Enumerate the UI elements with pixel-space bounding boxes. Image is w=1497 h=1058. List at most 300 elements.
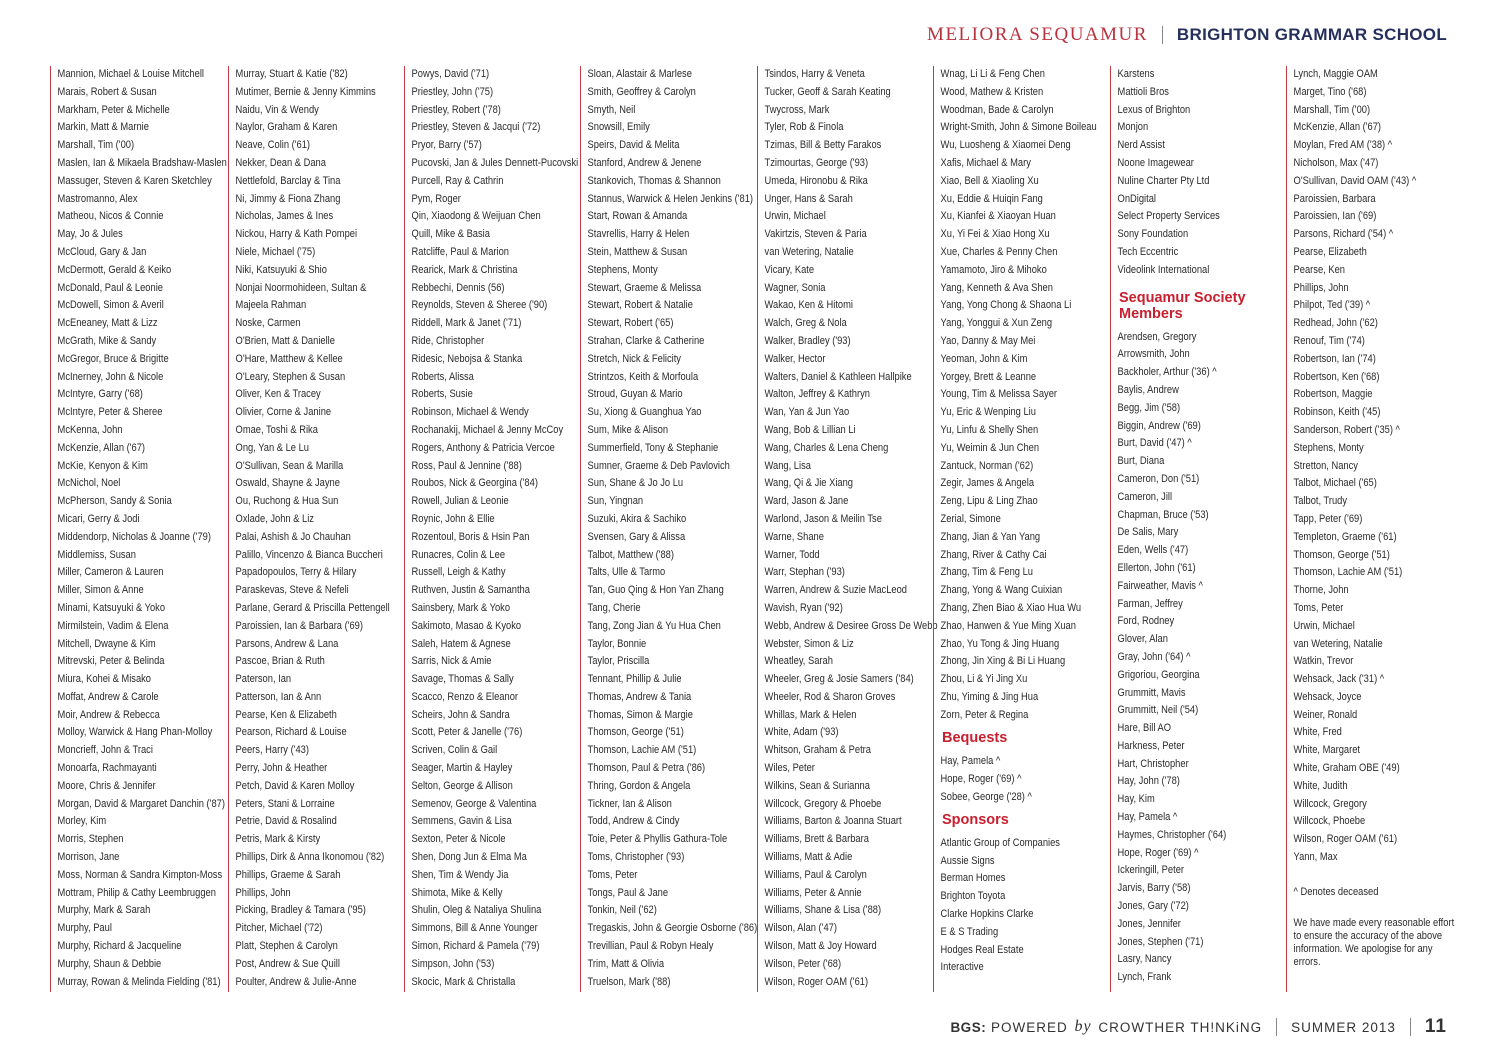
- list-item: Sony Foundation: [1117, 228, 1189, 241]
- list-item: Nicholson, Max ('47): [1293, 156, 1379, 169]
- list-item: Wood, Mathew & Kristen: [940, 85, 1044, 98]
- list-item: Wang, Lisa: [764, 459, 811, 472]
- footer-issue: SUMMER 2013: [1291, 1019, 1396, 1035]
- list-item: Hart, Christopher: [1117, 757, 1189, 770]
- list-item: Simmons, Bill & Anne Younger: [411, 922, 538, 935]
- list-item: Palillo, Vincenzo & Bianca Buccheri: [235, 548, 383, 561]
- list-item: McInerney, John & Nicole: [57, 370, 164, 383]
- list-item: Yamamoto, Jiro & Mihoko: [940, 263, 1047, 276]
- list-item: Zhao, Yu Tong & Jing Huang: [940, 637, 1060, 650]
- list-item: Rochanakij, Michael & Jenny McCoy: [411, 423, 564, 436]
- list-item: Wright-Smith, John & Simone Boileau: [940, 121, 1097, 134]
- list-item: Xu, Eddie & Huiqin Fang: [940, 192, 1043, 205]
- list-item: Renouf, Tim ('74): [1293, 334, 1365, 347]
- list-item: Parsons, Andrew & Lana: [235, 637, 339, 650]
- list-item: Watkin, Trevor: [1293, 655, 1354, 668]
- list-item: van Wetering, Natalie: [764, 245, 854, 258]
- list-item: Smyth, Neil: [587, 103, 636, 116]
- list-item: Thomson, Lachie AM ('51): [587, 744, 697, 757]
- list-item: Zhang, River & Cathy Cai: [940, 548, 1047, 561]
- footer-company: CROWTHER TH!NKiNG: [1098, 1019, 1263, 1035]
- list-item: Parlane, Gerard & Priscilla Pettengell: [235, 601, 390, 614]
- list-item: Qin, Xiaodong & Weijuan Chen: [411, 210, 541, 223]
- list-item: Tonkin, Neil ('62): [587, 904, 657, 917]
- list-item: Woodman, Bade & Carolyn: [940, 103, 1054, 116]
- list-item: O'Brien, Matt & Danielle: [235, 334, 335, 347]
- list-item: Nekker, Dean & Dana: [235, 156, 326, 169]
- list-item: Paroissien, Ian ('69): [1293, 210, 1377, 223]
- list-item: Nettlefold, Barclay & Tina: [235, 174, 341, 187]
- list-item: Yorgey, Brett & Leanne: [940, 370, 1037, 383]
- section-heading: Sequamur Society Members: [1119, 289, 1246, 323]
- name-column: [1286, 66, 1459, 992]
- list-item: Williams, Shane & Lisa ('88): [764, 904, 882, 917]
- school-motto: MELIORA SEQUAMUR: [927, 24, 1148, 45]
- list-item: Summerfield, Tony & Stephanie: [587, 441, 719, 454]
- list-item: De Salis, Mary: [1117, 526, 1179, 539]
- list-item: Omae, Toshi & Rika: [235, 423, 318, 436]
- list-item: Massuger, Steven & Karen Sketchley: [57, 174, 212, 187]
- list-item: Grigoriou, Georgina: [1117, 668, 1200, 681]
- list-item: Quill, Mike & Basia: [411, 228, 490, 241]
- list-item: Wu, Luosheng & Xiaomei Deng: [940, 139, 1071, 152]
- list-item: Rogers, Anthony & Patricia Vercoe: [411, 441, 555, 454]
- list-item: Robertson, Ken ('68): [1293, 370, 1380, 383]
- list-item: Patterson, Ian & Ann: [235, 690, 322, 703]
- list-item: Sun, Yingnan: [587, 495, 644, 508]
- list-item: Murray, Stuart & Katie ('82): [235, 68, 348, 80]
- list-item: Hay, Kim: [1117, 793, 1155, 806]
- list-item: Tzimas, Bill & Betty Farakos: [764, 139, 882, 152]
- list-item: Tang, Cherie: [587, 601, 641, 614]
- list-item: Berman Homes: [940, 872, 1006, 885]
- list-item: Ruthven, Justin & Samantha: [411, 584, 530, 597]
- list-item: Robertson, Ian ('74): [1293, 352, 1376, 365]
- list-item: Yann, Max: [1293, 851, 1338, 864]
- list-item: Oswald, Shayne & Jayne: [235, 477, 340, 490]
- page-number: 11: [1424, 1016, 1447, 1037]
- list-item: Talts, Ulle & Tarmo: [587, 566, 666, 579]
- list-item: Sakimoto, Masao & Kyoko: [411, 619, 522, 632]
- list-item: Walker, Bradley ('93): [764, 334, 851, 347]
- list-item: Simpson, John ('53): [411, 957, 495, 970]
- list-item: Rebbechi, Dennis (56): [411, 281, 505, 294]
- list-item: Petris, Mark & Kirsty: [235, 833, 321, 846]
- list-item: Wilson, Peter ('68): [764, 957, 842, 970]
- name-column: [50, 66, 227, 992]
- list-item: Stroud, Guyan & Mario: [587, 388, 683, 401]
- list-item: Toms, Peter: [587, 868, 638, 881]
- list-item: Tang, Zong Jian & Yu Hua Chen: [587, 619, 721, 632]
- list-item: Interactive: [940, 961, 984, 974]
- list-item: Murphy, Shaun & Debbie: [57, 957, 162, 970]
- list-item: Webster, Simon & Liz: [764, 637, 854, 650]
- list-item: Stewart, Graeme & Melissa: [587, 281, 702, 294]
- list-item: Minami, Katsuyuki & Yoko: [57, 601, 166, 614]
- list-item: Nickou, Harry & Kath Pompei: [235, 228, 358, 241]
- list-item: McKenna, John: [57, 423, 123, 436]
- list-item: Backholer, Arthur ('36) ^: [1117, 366, 1217, 379]
- list-item: Strahan, Clarke & Catherine: [587, 334, 705, 347]
- list-item: Neave, Colin ('61): [235, 139, 311, 152]
- deceased-legend: ^ Denotes deceased: [1293, 885, 1379, 898]
- list-item: Umeda, Hironobu & Rika: [764, 174, 868, 187]
- list-item: Burt, David ('47) ^: [1117, 437, 1192, 450]
- list-item: Monjon: [1117, 121, 1149, 134]
- list-item: Biggin, Andrew ('69): [1117, 419, 1201, 432]
- list-item: Hare, Bill AO: [1117, 722, 1172, 735]
- list-item: Miura, Kohei & Misako: [57, 673, 152, 686]
- list-item: Stein, Matthew & Susan: [587, 245, 688, 258]
- list-item: Start, Rowan & Amanda: [587, 210, 688, 223]
- list-item: Olivier, Corne & Janine: [235, 406, 332, 419]
- list-item: Moir, Andrew & Rebecca: [57, 708, 160, 721]
- list-item: Scacco, Renzo & Eleanor: [411, 690, 518, 703]
- name-column: [1110, 66, 1283, 992]
- list-item: McPherson, Sandy & Sonia: [57, 495, 172, 508]
- list-item: Zhang, Zhen Biao & Xiao Hua Wu: [940, 601, 1082, 614]
- list-item: White, Margaret: [1293, 744, 1361, 757]
- list-item: Begg, Jim ('58): [1117, 401, 1181, 414]
- list-item: Moore, Chris & Jennifer: [57, 779, 156, 792]
- list-item: Thomas, Simon & Margie: [587, 708, 693, 721]
- list-item: Wilson, Alan ('47): [764, 922, 837, 935]
- list-item: Tapp, Peter ('69): [1293, 512, 1363, 525]
- divider: [1410, 1018, 1411, 1036]
- list-item: Toms, Christopher ('93): [587, 851, 685, 864]
- list-item: Jones, Gary ('72): [1117, 900, 1189, 913]
- list-item: Mannion, Michael & Louise Mitchell: [57, 68, 204, 80]
- list-item: Williams, Peter & Annie: [764, 886, 862, 899]
- list-item: Naidu, Vin & Wendy: [235, 103, 319, 116]
- list-item: McGrath, Mike & Sandy: [57, 334, 157, 347]
- list-item: Warner, Todd: [764, 548, 820, 561]
- list-item: Zhou, Li & Yi Jing Xu: [940, 673, 1028, 686]
- list-item: Petch, David & Karen Molloy: [235, 779, 355, 792]
- list-item: Baylis, Andrew: [1117, 383, 1179, 396]
- list-item: Xu, Kianfei & Xiaoyan Huan: [940, 210, 1056, 223]
- list-item: Ward, Jason & Jane: [764, 495, 849, 508]
- list-item: Niki, Katsuyuki & Shio: [235, 263, 327, 276]
- list-item: Select Property Services: [1117, 210, 1220, 223]
- list-item: Talbot, Matthew ('88): [587, 548, 674, 561]
- list-item: Purcell, Ray & Cathrin: [411, 174, 504, 187]
- list-item: Roberts, Alissa: [411, 370, 474, 383]
- list-item: Wehsack, Jack ('31) ^: [1293, 673, 1385, 686]
- list-item: Zhang, Jian & Yan Yang: [940, 530, 1041, 543]
- list-item: Phillips, John: [235, 886, 291, 899]
- list-item: Hay, Pamela ^: [940, 754, 1001, 767]
- list-item: Svensen, Gary & Alissa: [587, 530, 686, 543]
- list-item: Talbot, Michael ('65): [1293, 477, 1377, 490]
- list-item: Gray, John ('64) ^: [1117, 650, 1191, 663]
- list-item: Miller, Simon & Anne: [57, 584, 144, 597]
- list-item: Paterson, Ian: [235, 673, 292, 686]
- list-item: Sarris, Nick & Amie: [411, 655, 492, 668]
- list-item: Sexton, Peter & Nicole: [411, 833, 506, 846]
- list-item: Moylan, Fred AM ('38) ^: [1293, 139, 1393, 152]
- list-item: Marais, Robert & Susan: [57, 85, 157, 98]
- list-item: Jones, Jennifer: [1117, 917, 1181, 930]
- list-item: Shulin, Oleg & Nataliya Shulina: [411, 904, 542, 917]
- list-item: Ong, Yan & Le Lu: [235, 441, 309, 454]
- list-item: Moffat, Andrew & Carole: [57, 690, 159, 703]
- list-item: Sobee, George ('28) ^: [940, 790, 1032, 803]
- list-item: Haymes, Christopher ('64): [1117, 828, 1227, 841]
- list-item: Stephens, Monty: [587, 263, 658, 276]
- list-item: Shimota, Mike & Kelly: [411, 886, 503, 899]
- list-item: Arrowsmith, John: [1117, 348, 1190, 361]
- list-item: Su, Xiong & Guanghua Yao: [587, 406, 702, 419]
- list-item: Truelson, Mark ('88): [587, 975, 671, 988]
- list-item: Murphy, Mark & Sarah: [57, 904, 151, 917]
- list-item: Pearse, Ken & Elizabeth: [235, 708, 337, 721]
- list-item: Monoarfa, Rachmayanti: [57, 762, 157, 775]
- list-item: Wnag, Li Li & Feng Chen: [940, 68, 1045, 80]
- list-item: Reynolds, Steven & Sheree ('90): [411, 299, 548, 312]
- list-item: Thomson, Paul & Petra ('86): [587, 762, 706, 775]
- list-item: Toie, Peter & Phyllis Gathura-Tole: [587, 833, 728, 846]
- list-item: Robinson, Keith ('45): [1293, 406, 1381, 419]
- list-item: Lynch, Maggie OAM: [1293, 68, 1378, 80]
- list-item: Lasry, Nancy: [1117, 953, 1172, 966]
- list-item: Markin, Matt & Marnie: [57, 121, 149, 134]
- list-item: Hope, Roger ('69) ^: [1117, 846, 1199, 859]
- list-item: Fairweather, Mavis ^: [1117, 579, 1203, 592]
- list-item: Speirs, David & Melita: [587, 139, 680, 152]
- list-item: Cameron, Jill: [1117, 490, 1173, 503]
- list-item: Grummitt, Neil ('54): [1117, 704, 1199, 717]
- list-item: Tucker, Geoff & Sarah Keating: [764, 85, 891, 98]
- list-item: Zhang, Tim & Feng Lu: [940, 566, 1033, 579]
- list-item: Poulter, Andrew & Julie-Anne: [235, 975, 357, 988]
- list-item: Tennant, Phillip & Julie: [587, 673, 682, 686]
- list-item: Oxlade, John & Liz: [235, 512, 314, 525]
- list-item: Ridesic, Nebojsa & Stanka: [411, 352, 523, 365]
- list-item: McKie, Kenyon & Kim: [57, 459, 148, 472]
- list-item: Yao, Danny & May Mei: [940, 334, 1036, 347]
- list-item: Phillips, Graeme & Sarah: [235, 868, 341, 881]
- list-item: Moss, Norman & Sandra Kimpton-Moss: [57, 868, 223, 881]
- list-item: Smith, Geoffrey & Carolyn: [587, 85, 696, 98]
- list-item: Glover, Alan: [1117, 633, 1168, 646]
- list-item: Sumner, Graeme & Deb Pavlovich: [587, 459, 730, 472]
- list-item: Robinson, Michael & Wendy: [411, 406, 529, 419]
- name-column: [580, 66, 758, 992]
- list-item: Strintzos, Keith & Morfoula: [587, 370, 699, 383]
- list-item: Wilson, Roger OAM ('61): [1293, 833, 1398, 846]
- list-item: Stewart, Robert & Natalie: [587, 299, 693, 312]
- list-item: Skocic, Mark & Christalla: [411, 975, 516, 988]
- list-item: Paroissien, Ian & Barbara ('69): [235, 619, 363, 632]
- list-item: Wavish, Ryan ('92): [764, 601, 843, 614]
- list-item: Tickner, Ian & Alison: [587, 797, 672, 810]
- list-item: Walters, Daniel & Kathleen Hallpike: [764, 370, 912, 383]
- list-item: Ellerton, John ('61): [1117, 561, 1196, 574]
- list-item: Phillips, John: [1293, 281, 1349, 294]
- list-item: Mitrevski, Peter & Belinda: [57, 655, 165, 668]
- list-item: Thomson, George ('51): [587, 726, 684, 739]
- list-item: Sanderson, Robert ('35) ^: [1293, 423, 1400, 436]
- list-item: Rearick, Mark & Christina: [411, 263, 518, 276]
- list-item: O'Sullivan, David OAM ('43) ^: [1293, 174, 1417, 187]
- list-item: Walch, Greg & Nola: [764, 317, 847, 330]
- list-item: White, Adam ('93): [764, 726, 839, 739]
- list-item: Pearse, Ken: [1293, 263, 1345, 276]
- list-item: Picking, Bradley & Tamara ('95): [235, 904, 366, 917]
- list-item: Niele, Michael ('75): [235, 245, 316, 258]
- list-item: Atlantic Group of Companies: [940, 836, 1060, 849]
- list-item: Zeng, Lipu & Ling Zhao: [940, 495, 1038, 508]
- list-item: Morrison, Jane: [57, 851, 120, 864]
- list-item: Urwin, Michael: [1293, 619, 1355, 632]
- list-item: Majeela Rahman: [235, 299, 307, 312]
- list-item: Farman, Jeffrey: [1117, 597, 1183, 610]
- list-item: Xue, Charles & Penny Chen: [940, 245, 1058, 258]
- list-item: Tsindos, Harry & Veneta: [764, 68, 865, 80]
- list-item: Chapman, Bruce ('53): [1117, 508, 1209, 521]
- list-item: Stephens, Monty: [1293, 441, 1364, 454]
- name-column: [228, 66, 401, 992]
- footer-by: by: [1074, 1018, 1092, 1035]
- list-item: Stretch, Nick & Felicity: [587, 352, 681, 365]
- list-item: Pitcher, Michael ('72): [235, 922, 323, 935]
- list-item: Webb, Andrew & Desiree Gross De Webb: [764, 619, 938, 632]
- list-item: Yang, Yonggui & Xun Zeng: [940, 317, 1053, 330]
- list-item: Shen, Dong Jun & Elma Ma: [411, 851, 527, 864]
- list-item: Mattioli Bros: [1117, 85, 1169, 98]
- list-item: Scriven, Colin & Gail: [411, 744, 498, 757]
- list-item: White, Graham OBE ('49): [1293, 762, 1400, 775]
- list-item: Platt, Stephen & Carolyn: [235, 940, 338, 953]
- list-item: Redhead, John ('62): [1293, 317, 1378, 330]
- list-item: Hodges Real Estate: [940, 943, 1024, 956]
- list-item: Tongs, Paul & Jane: [587, 886, 669, 899]
- list-item: Warlond, Jason & Meilin Tse: [764, 512, 882, 525]
- list-item: Marget, Tino ('68): [1293, 85, 1367, 98]
- list-item: McGregor, Bruce & Brigitte: [57, 352, 169, 365]
- list-item: Williams, Matt & Adie: [764, 851, 853, 864]
- list-item: Videolink International: [1117, 263, 1210, 276]
- list-item: Marshall, Tim ('00): [1293, 103, 1371, 116]
- school-name: BRIGHTON GRAMMAR SCHOOL: [1176, 25, 1447, 44]
- list-item: Williams, Brett & Barbara: [764, 833, 869, 846]
- list-item: Russell, Leigh & Kathy: [411, 566, 506, 579]
- list-item: Whillas, Mark & Helen: [764, 708, 857, 721]
- list-item: Grummitt, Mavis: [1117, 686, 1186, 699]
- list-item: Phillips, Dirk & Anna Ikonomou ('82): [235, 851, 385, 864]
- list-item: Mottram, Philip & Cathy Leembruggen: [57, 886, 216, 899]
- list-item: Yeoman, John & Kim: [940, 352, 1028, 365]
- list-item: Noske, Carmen: [235, 317, 301, 330]
- list-item: Thring, Gordon & Angela: [587, 779, 691, 792]
- list-item: Middlemiss, Susan: [57, 548, 136, 561]
- list-item: Zorn, Peter & Regina: [940, 708, 1029, 721]
- disclaimer-note: We have made every reasonable effort to ensure the accuracy of the above information. We apologise for any errors.: [1293, 916, 1455, 968]
- list-item: Xu, Yi Fei & Xiao Hong Xu: [940, 228, 1050, 241]
- list-item: Vicary, Kate: [764, 263, 815, 276]
- list-item: Ratcliffe, Paul & Marion: [411, 245, 509, 258]
- list-item: Sainsbery, Mark & Yoko: [411, 601, 511, 614]
- divider: [1162, 26, 1163, 44]
- list-item: Burt, Diana: [1117, 455, 1165, 468]
- list-item: Pym, Roger: [411, 192, 461, 205]
- list-item: Runacres, Colin & Lee: [411, 548, 506, 561]
- list-item: Twycross, Mark: [764, 103, 830, 116]
- list-item: McEneaney, Matt & Lizz: [57, 317, 158, 330]
- list-item: Talbot, Trudy: [1293, 495, 1348, 508]
- list-item: Hope, Roger ('69) ^: [940, 772, 1022, 785]
- list-item: Toms, Peter: [1293, 601, 1344, 614]
- list-item: Willcock, Phoebe: [1293, 815, 1366, 828]
- list-item: Markham, Peter & Michelle: [57, 103, 170, 116]
- list-item: Tzimourtas, George ('93): [764, 156, 869, 169]
- list-item: Zerial, Simone: [940, 512, 1001, 525]
- list-item: Priestley, John ('75): [411, 85, 494, 98]
- list-item: Naylor, Graham & Karen: [235, 121, 338, 134]
- list-item: Pryor, Barry ('57): [411, 139, 482, 152]
- list-item: Morris, Stephen: [57, 833, 124, 846]
- list-item: Whitson, Graham & Petra: [764, 744, 871, 757]
- list-item: Thomson, George ('51): [1293, 548, 1390, 561]
- list-item: Stannus, Warwick & Helen Jenkins ('81): [587, 192, 754, 205]
- list-item: Ford, Rodney: [1117, 615, 1175, 628]
- list-item: Palai, Ashish & Jo Chauhan: [235, 530, 351, 543]
- list-item: Xiao, Bell & Xiaoling Xu: [940, 174, 1039, 187]
- list-item: McCloud, Gary & Jan: [57, 245, 147, 258]
- list-item: Sum, Mike & Alison: [587, 423, 669, 436]
- list-item: Wilson, Roger OAM ('61): [764, 975, 869, 988]
- list-item: Unger, Hans & Sarah: [764, 192, 853, 205]
- list-item: McKenzie, Allan ('67): [57, 441, 146, 454]
- list-item: Taylor, Bonnie: [587, 637, 647, 650]
- list-item: E & S Trading: [940, 925, 999, 938]
- list-item: Simon, Richard & Pamela ('79): [411, 940, 540, 953]
- list-item: Ou, Ruchong & Hua Sun: [235, 495, 339, 508]
- list-item: Ickeringill, Peter: [1117, 864, 1185, 877]
- list-item: McDonald, Paul & Leonie: [57, 281, 163, 294]
- list-item: McDowell, Simon & Averil: [57, 299, 164, 312]
- list-item: Robertson, Maggie: [1293, 388, 1373, 401]
- list-item: McIntyre, Peter & Sheree: [57, 406, 163, 419]
- list-item: Pascoe, Brian & Ruth: [235, 655, 325, 668]
- list-item: Trevillian, Paul & Robyn Healy: [587, 940, 714, 953]
- list-item: Stretton, Nancy: [1293, 459, 1358, 472]
- list-item: Peters, Stani & Lorraine: [235, 797, 335, 810]
- list-item: Zantuck, Norman ('62): [940, 459, 1034, 472]
- list-item: Murphy, Richard & Jacqueline: [57, 940, 182, 953]
- list-item: Zhao, Hanwen & Yue Ming Xuan: [940, 619, 1076, 632]
- list-item: Walton, Jeffrey & Kathryn: [764, 388, 870, 401]
- list-item: Nuline Charter Pty Ltd: [1117, 174, 1210, 187]
- list-item: Miller, Cameron & Lauren: [57, 566, 164, 579]
- list-item: Stanford, Andrew & Jenene: [587, 156, 702, 169]
- list-item: Parsons, Richard ('54) ^: [1293, 228, 1394, 241]
- list-item: Wang, Charles & Lena Cheng: [764, 441, 889, 454]
- list-item: Snowsill, Emily: [587, 121, 650, 134]
- list-item: Priestley, Robert ('78): [411, 103, 501, 116]
- list-item: Shen, Tim & Wendy Jia: [411, 868, 509, 881]
- list-item: Young, Tim & Melissa Sayer: [940, 388, 1058, 401]
- list-item: Hay, John ('78): [1117, 775, 1180, 788]
- list-item: Eden, Wells ('47): [1117, 544, 1189, 557]
- list-item: Matheou, Nicos & Connie: [57, 210, 164, 223]
- list-item: Murray, Rowan & Melinda Fielding ('81): [57, 975, 221, 988]
- list-item: van Wetering, Natalie: [1293, 637, 1383, 650]
- list-item: Saleh, Hatem & Agnese: [411, 637, 511, 650]
- list-item: O'Hare, Matthew & Kellee: [235, 352, 343, 365]
- list-item: Karstens: [1117, 68, 1155, 80]
